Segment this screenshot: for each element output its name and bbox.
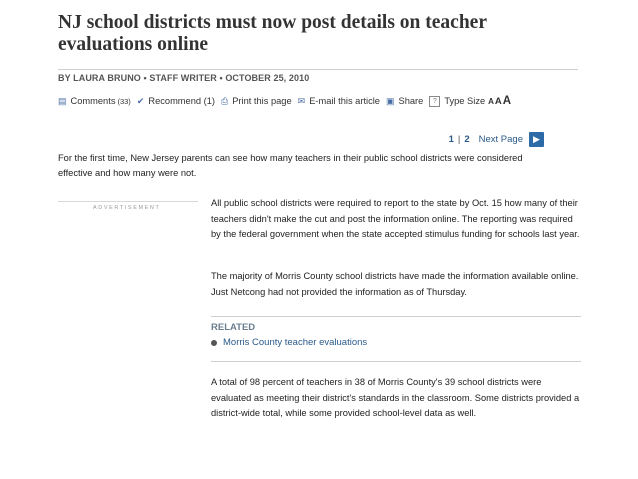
body-paragraph-3: A total of 98 percent of teachers in 38 of Morris County's 39 school districts were evaluated as meeting their district's standards in the classroom. Some districts provided a district-wide total, while some provided school-level data as well.	[211, 377, 580, 418]
help-icon[interactable]: ?	[429, 96, 440, 107]
comment-icon: ▤	[58, 95, 67, 106]
next-arrow-icon[interactable]: ▶	[529, 132, 544, 147]
body-paragraph-1: All public school districts were required to report to the state by Oct. 15 how many of their teachers didn't make the cut and post the information online. The reporting was required by the federal government when the state accepted stimulus funding for schools last year.	[211, 198, 580, 239]
type-size-label: Type Size	[444, 96, 486, 106]
comments-count: (33)	[117, 96, 131, 106]
page-2-link[interactable]: 2	[464, 134, 470, 145]
bullet-icon	[211, 340, 217, 346]
type-size-medium-button[interactable]: A	[494, 96, 502, 107]
related-bottom-divider	[211, 361, 581, 362]
share-label: Share	[398, 96, 424, 106]
advertisement-divider	[58, 201, 198, 202]
body-paragraph-2: The majority of Morris County school districts have made the information available online. Just Netcong had not provided the information as of Thursday.	[211, 271, 579, 297]
pagination	[446, 132, 544, 147]
page-separator: |	[457, 134, 461, 145]
related-link-label: Morris County teacher evaluations	[223, 337, 368, 348]
share-icon: ▣	[385, 95, 395, 106]
byline-divider	[58, 69, 578, 70]
share-link[interactable]	[386, 96, 423, 107]
comments-link[interactable]	[58, 96, 131, 107]
type-size-large-button[interactable]: A	[502, 95, 512, 107]
related-heading: RELATED	[211, 322, 256, 333]
comments-label: Comments	[70, 96, 116, 106]
email-label: E-mail this article	[309, 96, 380, 106]
advertisement-label: ADVERTISEMENT	[93, 205, 161, 211]
article-headline: NJ school districts must now post details on teacher evaluations online	[58, 12, 487, 55]
article-toolbar	[58, 95, 511, 107]
print-link[interactable]	[221, 96, 292, 107]
related-article-link[interactable]	[211, 337, 367, 348]
print-label: Print this page	[232, 96, 292, 106]
type-size-control	[444, 95, 511, 107]
next-page-link[interactable]: Next Page	[478, 134, 523, 145]
recommend-label: Recommend (1)	[148, 96, 216, 106]
checkmark-icon: ✔	[136, 95, 145, 106]
type-size-small-button[interactable]: A	[488, 97, 494, 106]
envelope-icon: ✉	[297, 95, 306, 106]
lead-paragraph: For the first time, New Jersey parents can see how many teachers in their public school districts were considered effective and how many were not.	[58, 153, 523, 178]
page-1-link[interactable]: 1	[448, 134, 454, 145]
printer-icon: ⎙	[221, 95, 229, 106]
related-top-divider	[211, 316, 581, 317]
email-link[interactable]	[298, 96, 380, 107]
recommend-link[interactable]	[137, 96, 215, 107]
article-byline: BY LAURA BRUNO • STAFF WRITER • OCTOBER 25, 2010	[58, 73, 310, 83]
